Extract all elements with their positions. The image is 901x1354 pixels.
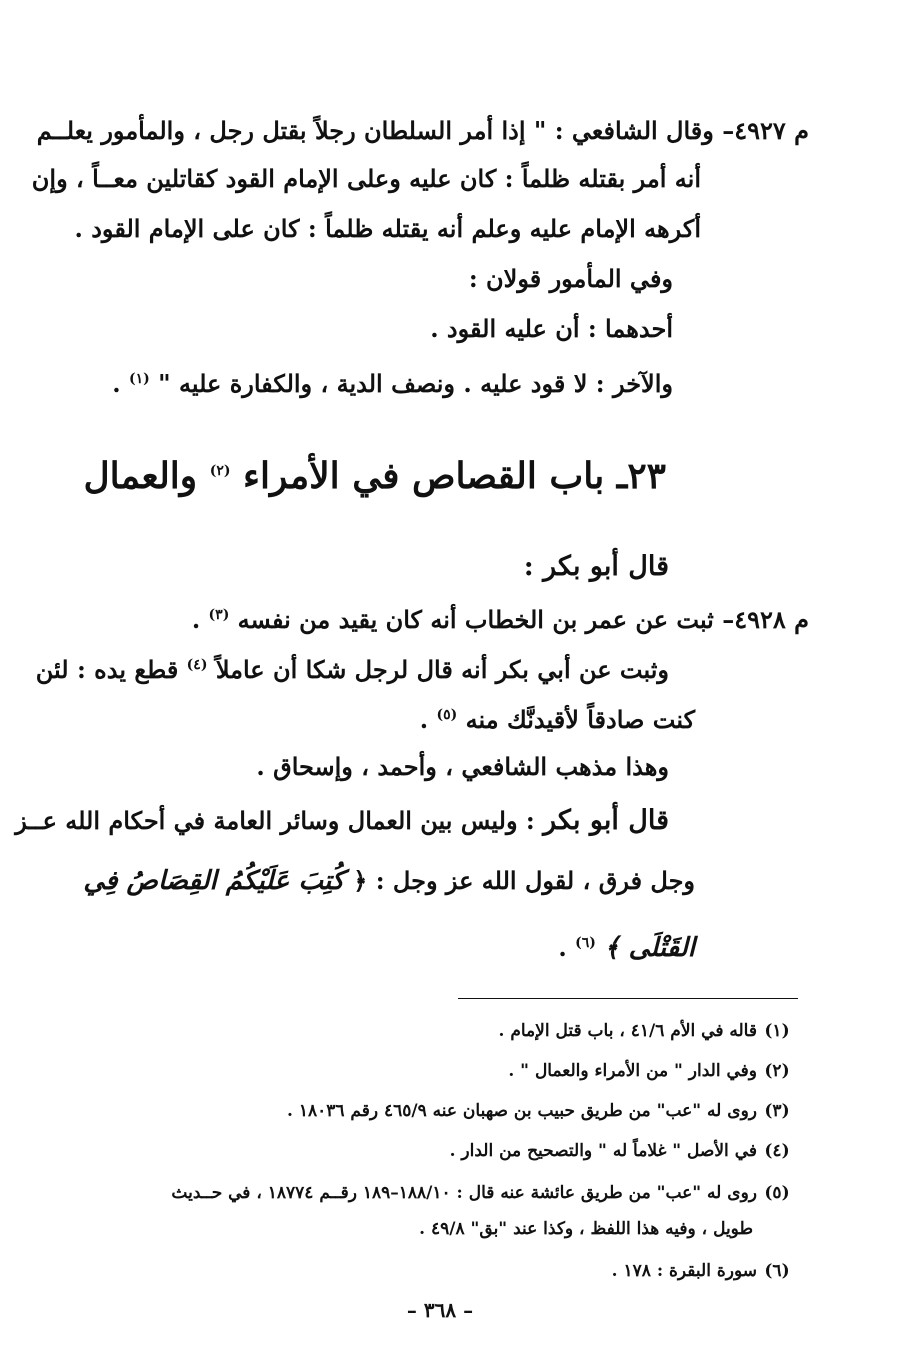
speaker-label-inline: قال أبو بكر	[543, 805, 669, 836]
footnote-4: (٤)في الأصل " غلاماً له " والتصحيح من الدار .	[450, 1138, 797, 1164]
quran-verse: كُتِبَ عَلَيْكُمُ القِصَاصُ فِي	[83, 866, 354, 896]
paragraph-4928-line-7: القَتْلَى ﴾ $^{(٦)}$ .	[558, 933, 695, 963]
paragraph-4927-line-5: أحدهما : أن عليه القود .	[430, 314, 673, 343]
footnote-2: (٢)وفي الدار " من الأمراء والعمال " .	[508, 1058, 797, 1084]
entry-number: م ٤٩٢٨	[734, 605, 809, 634]
footnote-5-continued: طويل ، وفيه هذا اللفظ ، وكذا عند "بق" ٤٩/٨ .	[419, 1219, 753, 1239]
footnote-ref-4: (٤)	[186, 657, 208, 673]
footnote-ref-6: (٦)	[575, 935, 596, 951]
footnote-number: (٦)	[764, 1261, 790, 1281]
footnote-3: (٣)روى له "عب" من طريق حبيب بن صهبان عنه ٤٦٥/٩ رقم ١٨٠٣٦ .	[287, 1098, 797, 1124]
footnote-number: (٤)	[764, 1141, 790, 1161]
paragraph-4928-line-1: م ٤٩٢٨– ثبت عن عمر بن الخطاب أنه كان يقيد من نفسه $^{(٣)}$ .	[191, 605, 809, 634]
paragraph-4927-line-4: وفي المأمور قولان :	[468, 264, 673, 293]
footnote-ref-3: (٣)	[208, 607, 230, 623]
paragraph-4927-line-3: أكرهه الإمام عليه وعلم أنه يقتله ظلماً : كان على الإمام القود .	[74, 214, 701, 243]
paragraph-4927-line-1: م ٤٩٢٧– وقال الشافعي : " إذا أمر السلطان رجلاً بقتل رجل ، والمأمور يعلــم	[36, 116, 809, 145]
footnote-ref-1: (١)	[128, 371, 150, 387]
paragraph-4928-line-3: كنت صادقاً لأقيدنَّك منه $^{(٥)}$ .	[419, 705, 695, 734]
footnote-number: (٣)	[764, 1101, 790, 1121]
paragraph-4928-line-6: وجل فرق ، لقول الله عز وجل : ﴿ كُتِبَ عَلَيْكُمُ القِصَاصُ فِي	[83, 866, 695, 896]
footnote-5: (٥)روى له "عب" من طريق عائشة عنه قال : ١٨٨/١٠–١٨٩ رقــم ١٨٧٧٤ ، في حــديث	[171, 1180, 797, 1206]
footnote-ref-2: (٢)	[209, 463, 231, 479]
paragraph-4927-line-2: أنه أمر بقتله ظلماً : كان عليه وعلى الإمام القود كقاتلين معــاً ، وإن	[31, 164, 701, 193]
paragraph-4928-line-2: وثبت عن أبي بكر أنه قال لرجل شكا أن عاملاً $^{(٤)}$ قطع يده : لئن	[35, 655, 669, 684]
paragraph-4928-line-5: قال أبو بكر : وليس بين العمال وسائر العامة في أحكام الله عــز	[15, 805, 669, 836]
quran-verse-end: القَتْلَى ﴾	[604, 933, 695, 963]
footnote-number: (٢)	[764, 1061, 790, 1081]
footnote-divider	[458, 998, 798, 999]
footnote-number: (١)	[764, 1021, 790, 1041]
entry-number: م ٤٩٢٧	[734, 116, 809, 145]
speaker-label: قال أبو بكر :	[523, 551, 669, 582]
paragraph-4928-line-4: وهذا مذهب الشافعي ، وأحمد ، وإسحاق .	[256, 752, 669, 781]
page-number: – ٣٦٨ –	[406, 1298, 474, 1322]
paragraph-4927-line-6: والآخر : لا قود عليه . ونصف الدية ، والكفارة عليه " $^{(١)}$ .	[112, 369, 673, 398]
footnote-number: (٥)	[764, 1183, 790, 1203]
footnote-1: (١)قاله في الأم ٤١/٦ ، باب قتل الإمام .	[499, 1018, 798, 1044]
footnote-ref-5: (٥)	[436, 707, 458, 723]
chapter-heading: ٢٣ـ باب القصاص في الأمراء $^{(٢)}$ والعمال	[83, 455, 666, 497]
footnote-6: (٦)سورة البقرة : ١٧٨ .	[612, 1258, 797, 1284]
